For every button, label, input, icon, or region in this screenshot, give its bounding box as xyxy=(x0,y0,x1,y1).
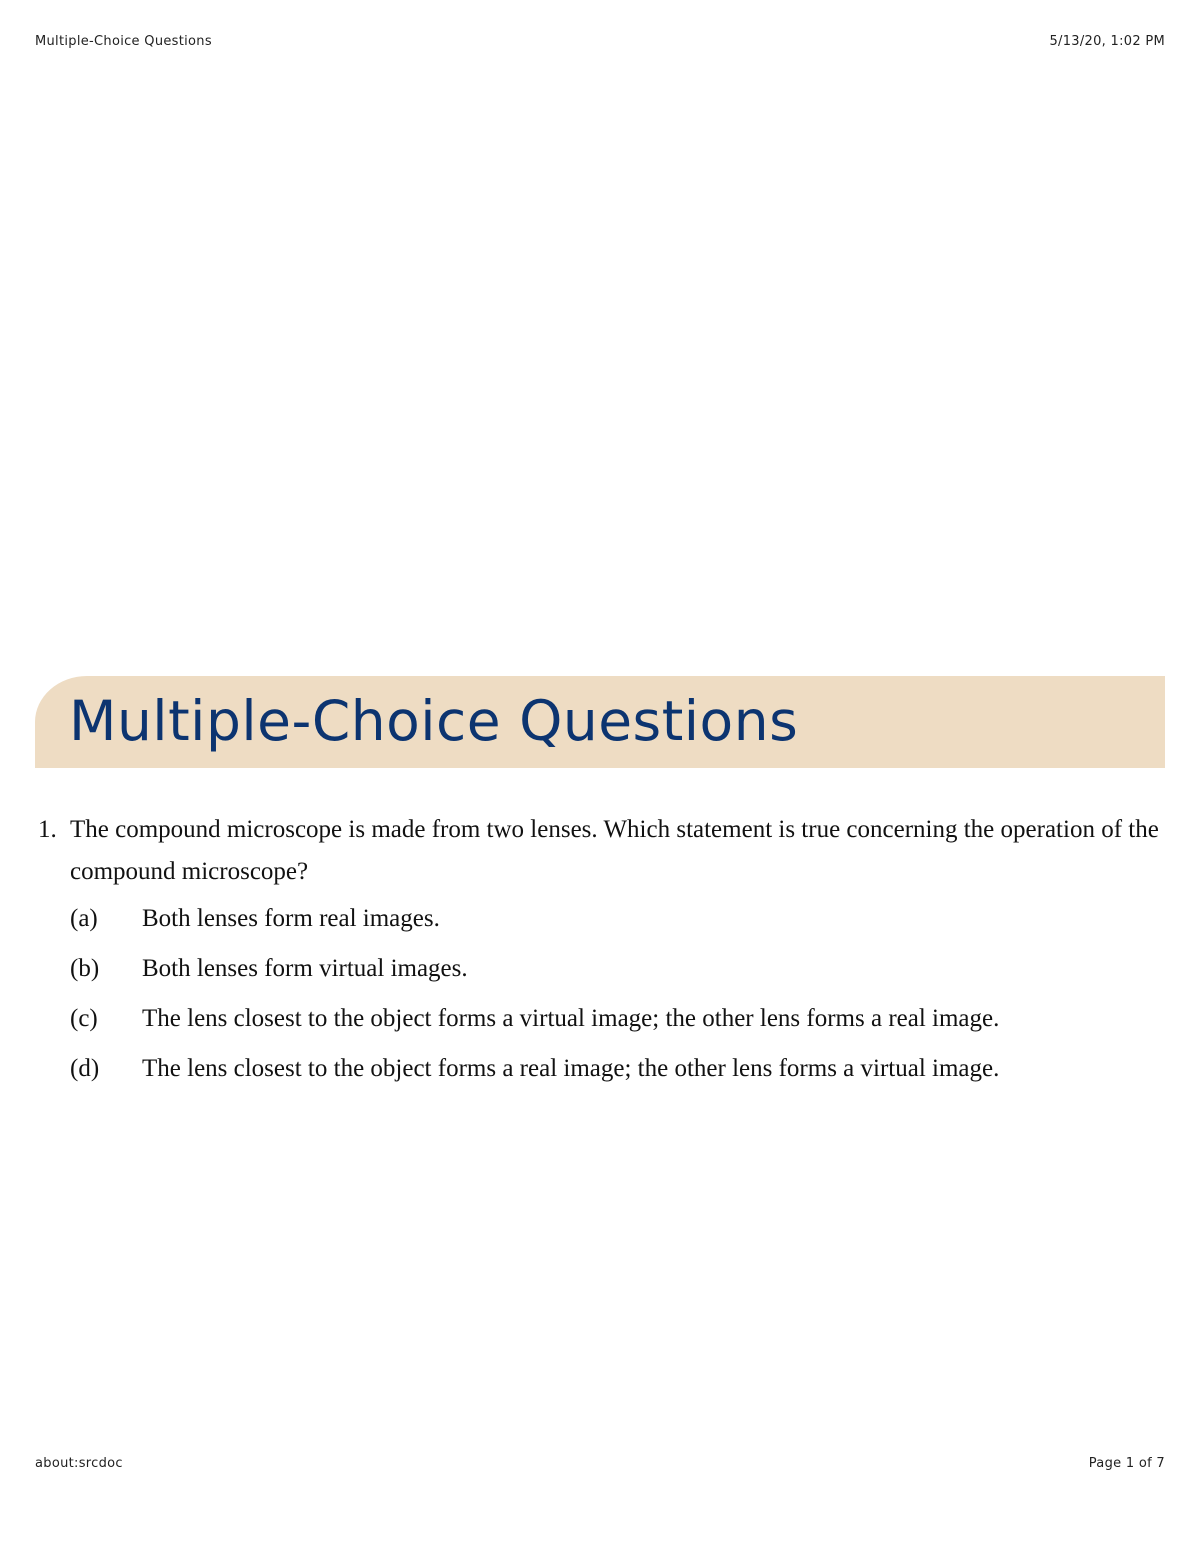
print-header xyxy=(35,34,1165,49)
option-text: The lens closest to the object forms a virtual image; the other lens forms a real image. xyxy=(142,1005,1000,1032)
option-b xyxy=(70,953,1168,1003)
question-number: 1. xyxy=(38,816,57,843)
answer-options xyxy=(70,903,1168,1103)
option-text: Both lenses form real images. xyxy=(142,905,440,932)
question-1 xyxy=(38,809,1168,1103)
option-d xyxy=(70,1053,1168,1103)
question-text: The compound microscope is made from two lenses. Which statement is true concerning the operation of the compound microscope? xyxy=(70,816,1159,885)
print-footer xyxy=(35,1456,1165,1471)
option-label: (d) xyxy=(70,1055,100,1082)
section-title: Multiple-Choice Questions xyxy=(69,689,799,753)
option-c xyxy=(70,1003,1168,1053)
option-a xyxy=(70,903,1168,953)
option-label: (a) xyxy=(70,905,98,932)
option-text: Both lenses form virtual images. xyxy=(142,955,468,982)
page-number: Page 1 of 7 xyxy=(1088,1456,1165,1471)
print-footer-url: about:srcdoc xyxy=(35,1456,123,1471)
print-header-datetime: 5/13/20, 1:02 PM xyxy=(1049,34,1165,49)
option-label: (c) xyxy=(70,1005,98,1032)
question-stem xyxy=(38,809,1168,893)
option-text: The lens closest to the object forms a real image; the other lens forms a virtual image. xyxy=(142,1055,1000,1082)
option-label: (b) xyxy=(70,955,100,982)
print-header-title: Multiple-Choice Questions xyxy=(35,34,212,49)
section-banner xyxy=(35,676,1165,768)
